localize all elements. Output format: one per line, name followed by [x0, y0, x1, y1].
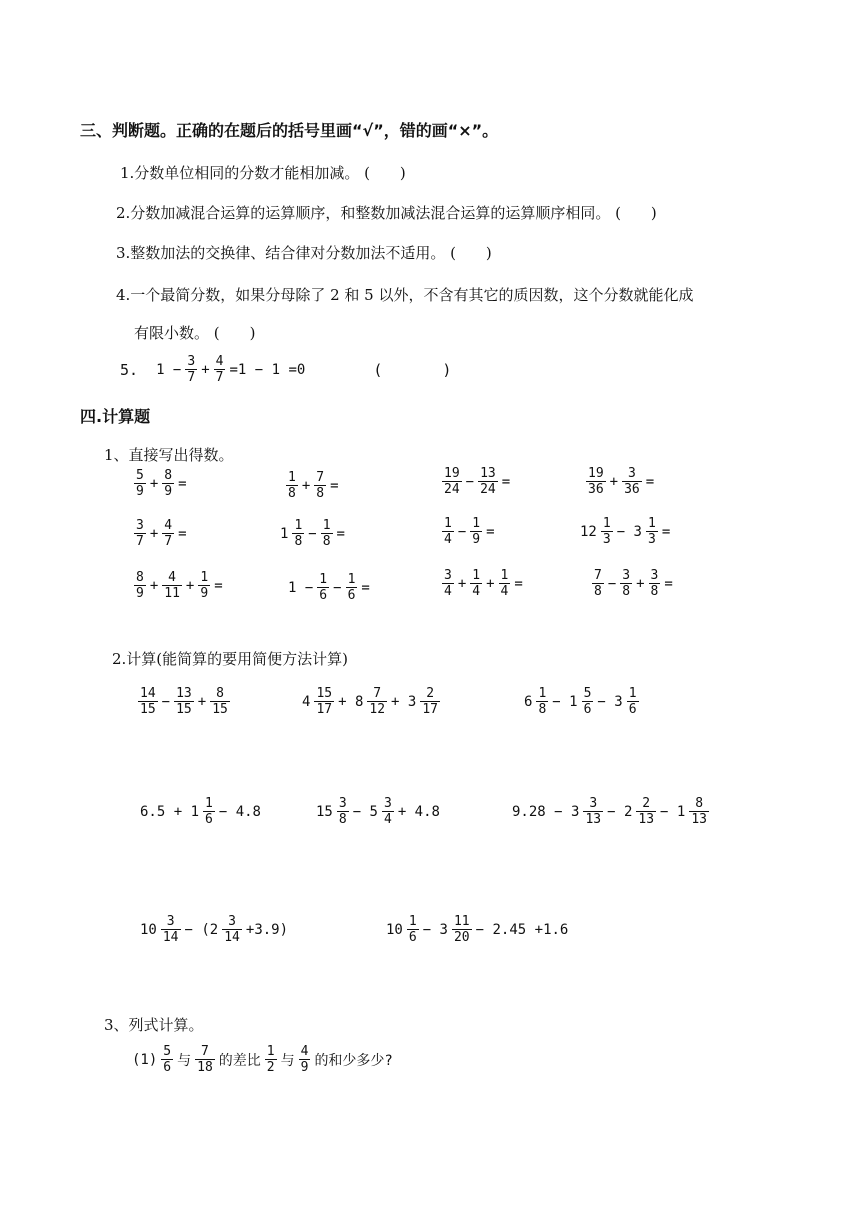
denominator: 8 — [322, 534, 331, 549]
denominator: 13 — [691, 812, 707, 827]
denominator: 12 — [369, 702, 386, 717]
math-text: = — [214, 577, 223, 594]
denominator: 9 — [200, 586, 209, 601]
numerator: 1 — [538, 686, 547, 701]
math-text: 10 — [140, 921, 157, 938]
fraction — [198, 570, 210, 601]
section3-item-1: 1.分数单位相同的分数才能相加减。 ( ) — [120, 164, 406, 182]
numerator: 5 — [583, 686, 592, 701]
p1-r1-c2 — [284, 470, 339, 501]
math-text: = — [664, 575, 673, 592]
denominator: 6 — [347, 588, 356, 603]
math-text: + — [149, 577, 159, 594]
math-text: − — [333, 579, 342, 596]
math-text: + 8 — [338, 693, 364, 710]
numerator: 1 — [500, 568, 509, 583]
fraction — [162, 468, 174, 499]
denominator: 9 — [472, 532, 481, 547]
math-text: = — [661, 523, 671, 540]
math-text: 4 — [302, 693, 311, 710]
fraction — [689, 796, 709, 827]
math-text: 15 — [316, 803, 333, 820]
p1-r1-c4 — [584, 466, 654, 497]
numerator: 4 — [164, 518, 173, 533]
fraction — [420, 686, 440, 717]
math-text: + 3 — [391, 693, 417, 710]
p1-r3-c4 — [590, 568, 673, 599]
fraction — [286, 470, 298, 501]
numerator: 14 — [140, 686, 156, 701]
fraction — [314, 470, 326, 501]
math-text: − (2 — [184, 921, 219, 938]
fraction — [321, 518, 333, 549]
denominator: 8 — [650, 584, 659, 599]
math-text: = — [486, 523, 495, 540]
fraction — [586, 466, 606, 497]
numerator: 13 — [480, 466, 496, 481]
p1-r2-c1 — [132, 518, 187, 549]
fraction — [627, 686, 639, 717]
p2-r1-c2 — [302, 686, 442, 717]
p1-r2-c2 — [280, 518, 345, 549]
numerator: 1 — [266, 1044, 275, 1059]
fraction — [649, 568, 661, 599]
fraction — [162, 570, 182, 601]
fraction — [470, 568, 482, 599]
math-text: = — [501, 473, 511, 490]
denominator: 4 — [444, 584, 452, 599]
fraction — [478, 466, 498, 497]
denominator: 15 — [140, 702, 156, 717]
math-text: = — [645, 473, 655, 490]
math-text: − 5 — [352, 803, 378, 820]
denominator: 4 — [500, 584, 509, 599]
math-text: 与 — [177, 1052, 192, 1069]
section3-item-4: 4.一个最简分数，如果分母除了 2 和 5 以外，不含有其它的质因数，这个分数就能化成 — [116, 286, 694, 304]
denominator: 7 — [136, 534, 144, 549]
numerator: 4 — [215, 354, 224, 369]
denominator: 17 — [422, 702, 438, 717]
denominator: 24 — [480, 482, 496, 497]
numerator: 3 — [650, 568, 659, 583]
denominator: 20 — [453, 930, 470, 945]
denominator: 4 — [472, 584, 481, 599]
fraction — [442, 568, 454, 599]
denominator: 8 — [622, 584, 631, 599]
denominator: 8 — [316, 486, 325, 501]
denominator: 3 — [647, 532, 656, 547]
math-text: − 2.45 +1.6 — [475, 921, 569, 938]
fraction — [299, 1044, 311, 1075]
fraction — [161, 1044, 173, 1075]
numerator: 8 — [136, 570, 144, 585]
fraction — [317, 572, 329, 603]
fraction — [161, 914, 181, 945]
numerator: 8 — [695, 796, 704, 811]
math-text: − — [161, 693, 171, 710]
numerator: 11 — [453, 914, 470, 929]
math-text: − 4.8 — [218, 803, 261, 820]
fraction — [134, 518, 146, 549]
numerator: 7 — [316, 470, 325, 485]
math-text: + — [185, 577, 195, 594]
denominator: 7 — [215, 370, 224, 385]
denominator: 9 — [300, 1060, 309, 1075]
denominator: 6 — [205, 812, 213, 827]
numerator: 3 — [383, 796, 392, 811]
section3-item-3: 3.整数加法的交换律、结合律对分数加法不适用。 ( ) — [116, 244, 492, 262]
math-text: = — [178, 475, 187, 492]
p1-r1-c1 — [132, 468, 187, 499]
denominator: 8 — [294, 534, 303, 549]
math-text: + — [636, 575, 645, 592]
fraction — [162, 518, 174, 549]
fraction — [337, 796, 349, 827]
fraction — [470, 516, 482, 547]
numerator: 19 — [444, 466, 460, 481]
fraction — [222, 914, 242, 945]
numerator: 3 — [166, 914, 175, 929]
fraction — [452, 914, 472, 945]
numerator: 8 — [216, 686, 224, 701]
numerator: 3 — [338, 796, 347, 811]
math-text: − 3 — [597, 693, 623, 710]
math-text: + 4.8 — [397, 803, 440, 820]
denominator: 36 — [624, 482, 640, 497]
math-text: + — [609, 473, 619, 490]
denominator: 9 — [136, 586, 144, 601]
fraction — [620, 568, 632, 599]
math-text: − 3 — [616, 523, 642, 540]
denominator: 4 — [444, 532, 452, 547]
fraction — [646, 516, 658, 547]
p1-r3-c1 — [132, 570, 223, 601]
p2-r2-c3 — [512, 796, 711, 827]
numerator: 3 — [444, 568, 452, 583]
fraction — [592, 568, 604, 599]
denominator: 4 — [383, 812, 392, 827]
numerator: 7 — [201, 1044, 209, 1059]
numerator: 13 — [176, 686, 192, 701]
p1-r2-c4 — [580, 516, 670, 547]
numerator: 3 — [228, 914, 236, 929]
numerator: 3 — [589, 796, 598, 811]
p2-r2-c1 — [140, 796, 261, 827]
numerator: 15 — [316, 686, 333, 701]
p2-r1-c1 — [136, 686, 232, 717]
numerator: 1 — [294, 518, 303, 533]
numerator: 7 — [373, 686, 382, 701]
fraction — [265, 1044, 277, 1075]
denominator: 8 — [338, 812, 347, 827]
fraction — [442, 466, 462, 497]
denominator: 17 — [316, 702, 333, 717]
part3-label: 3、列式计算。 — [104, 1016, 204, 1034]
math-text: − — [607, 575, 617, 592]
numerator: 1 — [319, 572, 328, 587]
numerator: 1 — [472, 568, 481, 583]
numerator: 19 — [588, 466, 604, 481]
math-text: − 1 — [552, 693, 578, 710]
part2-label: 2.计算(能简算的要用简便方法计算) — [112, 650, 349, 668]
section3-item-5 — [120, 354, 451, 385]
p1-r1-c3 — [440, 466, 510, 497]
p2-r3-c2 — [386, 914, 568, 945]
fraction — [382, 796, 394, 827]
denominator: 36 — [588, 482, 604, 497]
fraction — [442, 516, 454, 547]
math-text: = — [178, 525, 187, 542]
math-text: + — [149, 525, 159, 542]
part1-label: 1、直接写出得数。 — [104, 446, 234, 464]
denominator: 15 — [176, 702, 192, 717]
numerator: 5 — [136, 468, 144, 483]
p2-r1-c3 — [524, 686, 641, 717]
fraction — [185, 354, 197, 385]
fraction — [636, 796, 656, 827]
numerator: 3 — [187, 354, 196, 369]
section3-title: 三、判断题。正确的在题后的括号里画“√”，错的画“×”。 — [80, 121, 499, 140]
fraction — [195, 1044, 215, 1075]
numerator: 3 — [628, 466, 636, 481]
denominator: 15 — [212, 702, 228, 717]
fraction — [138, 686, 158, 717]
denominator: 7 — [187, 370, 196, 385]
item5-bracket: ( ) — [373, 361, 452, 379]
fraction — [134, 570, 146, 601]
math-text: = — [361, 579, 370, 596]
denominator: 13 — [585, 812, 602, 827]
fraction — [367, 686, 387, 717]
denominator: 6 — [163, 1060, 172, 1075]
denominator: 6 — [319, 588, 328, 603]
math-text: − — [465, 473, 475, 490]
numerator: 1 — [408, 914, 417, 929]
denominator: 6 — [583, 702, 592, 717]
math-text: 10 — [386, 921, 403, 938]
fraction — [292, 518, 304, 549]
p1-r3-c3 — [440, 568, 523, 599]
math-text: 1 — [280, 525, 289, 542]
denominator: 9 — [164, 484, 173, 499]
fraction — [210, 686, 230, 717]
math-text: 1 − — [288, 579, 314, 596]
numerator: 5 — [163, 1044, 172, 1059]
denominator: 8 — [288, 486, 296, 501]
math-text: + — [457, 575, 467, 592]
math-text: 1 − — [156, 361, 182, 378]
p1-r2-c3 — [440, 516, 495, 547]
fraction — [536, 686, 548, 717]
denominator: 24 — [444, 482, 460, 497]
math-text: − 1 — [660, 803, 686, 820]
numerator: 1 — [602, 516, 611, 531]
numerator: 3 — [136, 518, 144, 533]
math-text: − 2 — [607, 803, 633, 820]
math-text: + — [201, 361, 210, 378]
denominator: 11 — [164, 586, 180, 601]
denominator: 18 — [197, 1060, 213, 1075]
fraction — [622, 466, 642, 497]
numerator: 1 — [288, 470, 296, 485]
math-text: − 3 — [422, 921, 448, 938]
fraction — [601, 516, 613, 547]
fraction — [134, 468, 146, 499]
numerator: 4 — [300, 1044, 309, 1059]
fraction — [583, 796, 603, 827]
math-text: + — [149, 475, 159, 492]
denominator: 13 — [638, 812, 655, 827]
numerator: 2 — [642, 796, 651, 811]
math-text: + — [301, 477, 311, 494]
numerator: 1 — [444, 516, 452, 531]
math-text: − — [308, 525, 317, 542]
section3-item-2: 2.分数加减混合运算的运算顺序，和整数加减法混合运算的运算顺序相同。 ( ) — [116, 204, 657, 222]
fraction — [314, 686, 334, 717]
numerator: 1 — [205, 796, 213, 811]
numerator: 4 — [168, 570, 176, 585]
denominator: 7 — [164, 534, 173, 549]
denominator: 6 — [408, 930, 417, 945]
numerator: 3 — [622, 568, 631, 583]
math-text: 6 — [524, 693, 533, 710]
math-text: − — [457, 523, 467, 540]
math-text: (1) — [132, 1051, 158, 1068]
item5-number: 5. — [120, 360, 139, 379]
math-text: 的差比 — [218, 1052, 261, 1069]
fraction — [174, 686, 194, 717]
numerator: 1 — [628, 686, 637, 701]
math-text: 12 — [580, 523, 597, 540]
denominator: 14 — [224, 930, 240, 945]
part3-question-1 — [132, 1044, 393, 1075]
denominator: 9 — [136, 484, 144, 499]
math-text: + — [486, 575, 495, 592]
p2-r3-c1 — [140, 914, 288, 945]
denominator: 8 — [594, 584, 602, 599]
numerator: 1 — [647, 516, 656, 531]
section4-title: 四.计算题 — [80, 407, 151, 426]
p1-r3-c2 — [288, 572, 370, 603]
math-text: 的和少多少? — [314, 1052, 393, 1069]
numerator: 7 — [594, 568, 602, 583]
math-text: 9.28 − 3 — [512, 803, 580, 820]
p2-r2-c2 — [316, 796, 440, 827]
math-text: =1 − 1 =0 — [229, 361, 306, 378]
fraction — [203, 796, 215, 827]
numerator: 2 — [426, 686, 435, 701]
denominator: 8 — [538, 702, 547, 717]
numerator: 1 — [322, 518, 331, 533]
fraction — [582, 686, 594, 717]
math-text: +3.9) — [245, 921, 289, 938]
item5-expression — [156, 354, 305, 385]
fraction — [214, 354, 226, 385]
fraction — [499, 568, 511, 599]
fraction — [346, 572, 358, 603]
denominator: 2 — [266, 1060, 275, 1075]
numerator: 1 — [347, 572, 356, 587]
math-text: = — [330, 477, 339, 494]
math-text: = — [336, 525, 345, 542]
denominator: 14 — [162, 930, 179, 945]
numerator: 8 — [164, 468, 173, 483]
math-text: = — [514, 575, 523, 592]
numerator: 1 — [200, 570, 209, 585]
denominator: 3 — [602, 532, 611, 547]
math-text: 与 — [280, 1052, 295, 1069]
math-text: + — [197, 693, 207, 710]
section3-item-4-cont: 有限小数。 ( ) — [134, 324, 256, 342]
fraction — [407, 914, 419, 945]
denominator: 6 — [628, 702, 637, 717]
numerator: 1 — [472, 516, 481, 531]
math-text: 6.5 + 1 — [140, 803, 200, 820]
